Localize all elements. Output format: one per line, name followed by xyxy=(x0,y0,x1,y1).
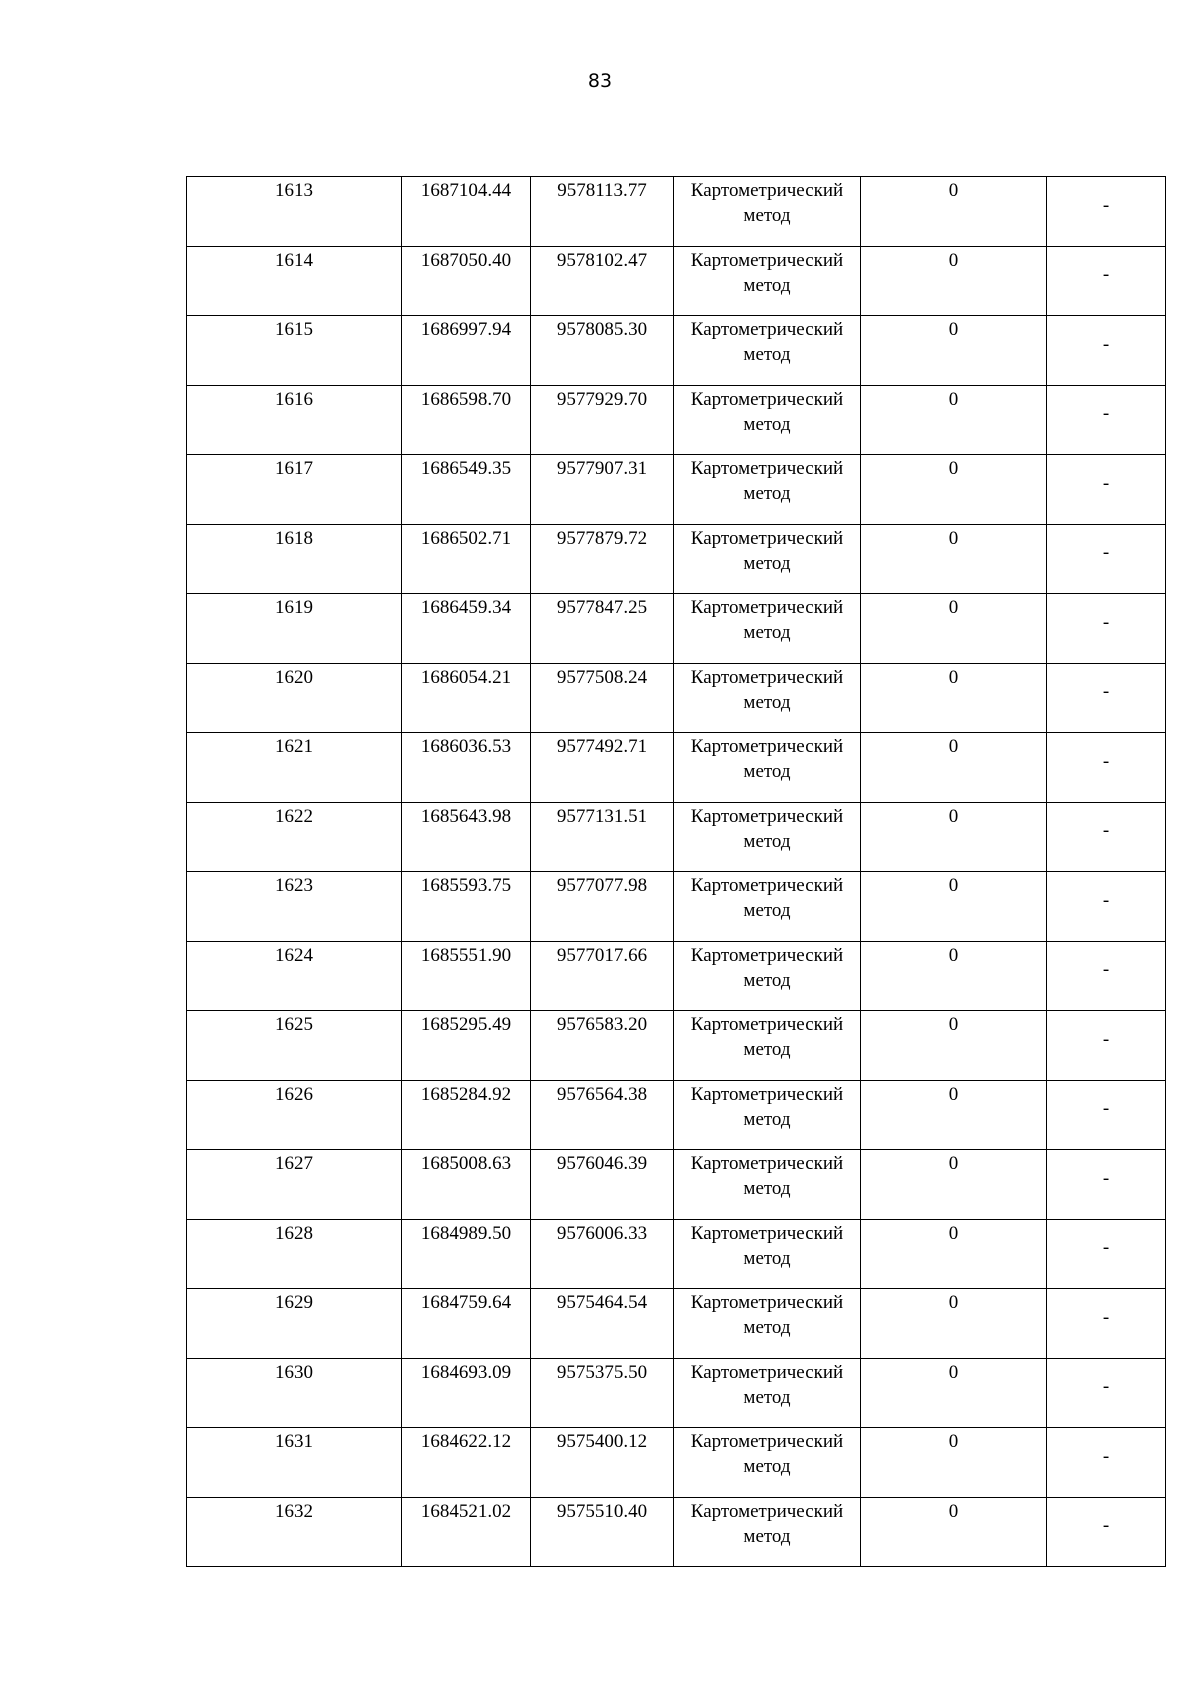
y-coordinate-cell-text: 9577907.31 xyxy=(556,458,648,479)
y-coordinate-cell-text: 9577508.24 xyxy=(556,666,648,688)
method-cell xyxy=(674,177,861,247)
method-cell xyxy=(674,941,861,1011)
x-coordinate-cell xyxy=(402,802,531,872)
table-row xyxy=(187,1497,1166,1567)
y-coordinate-cell xyxy=(531,1219,674,1289)
point-number-cell-text: 1625 xyxy=(275,1014,313,1035)
point-number-cell xyxy=(187,246,402,316)
x-coordinate-cell xyxy=(402,1428,531,1498)
error-value-cell-text: 0 xyxy=(948,1083,959,1105)
method-cell xyxy=(674,733,861,803)
y-coordinate-cell xyxy=(531,802,674,872)
error-value-cell xyxy=(861,594,1047,664)
note-cell xyxy=(1047,246,1166,316)
point-number-cell-text: 1622 xyxy=(275,805,313,827)
point-number-cell-text: 1619 xyxy=(275,597,313,618)
method-cell xyxy=(674,1289,861,1359)
error-value-cell-text: 0 xyxy=(948,1431,959,1452)
method-line-2: метод xyxy=(743,344,791,365)
note-cell xyxy=(1047,802,1166,872)
method-line-2: метод xyxy=(743,483,791,504)
x-coordinate-cell xyxy=(402,1219,531,1289)
error-value-cell xyxy=(861,941,1047,1011)
error-value-cell-text: 0 xyxy=(948,1500,959,1522)
point-number-cell-text: 1613 xyxy=(275,180,313,201)
y-coordinate-cell xyxy=(531,594,674,664)
method-line-2: метод xyxy=(743,691,791,713)
x-coordinate-cell xyxy=(402,941,531,1011)
table-row xyxy=(187,941,1166,1011)
x-coordinate-cell-text: 1686598.70 xyxy=(420,388,512,410)
error-value-cell xyxy=(861,663,1047,733)
point-number-cell xyxy=(187,455,402,525)
x-coordinate-cell xyxy=(402,1011,531,1081)
y-coordinate-cell-text: 9577879.72 xyxy=(556,527,648,549)
error-value-cell xyxy=(861,1219,1047,1289)
note-cell xyxy=(1047,455,1166,525)
method-line-1: Картометрический xyxy=(690,944,844,966)
error-value-cell xyxy=(861,802,1047,872)
point-number-cell xyxy=(187,1428,402,1498)
y-coordinate-cell-text: 9575375.50 xyxy=(556,1361,648,1383)
method-line-1: Картометрический xyxy=(690,875,844,896)
y-coordinate-cell-text: 9577017.66 xyxy=(556,944,648,966)
method-line-1: Картометрический xyxy=(690,180,844,201)
error-value-cell-text: 0 xyxy=(948,180,959,201)
method-line-1: Картометрический xyxy=(690,1083,844,1105)
y-coordinate-cell xyxy=(531,1150,674,1220)
method-cell xyxy=(674,246,861,316)
y-coordinate-cell xyxy=(531,1080,674,1150)
x-coordinate-cell xyxy=(402,594,531,664)
note-cell xyxy=(1047,316,1166,386)
error-value-cell xyxy=(861,1289,1047,1359)
note-cell xyxy=(1047,1080,1166,1150)
y-coordinate-cell-text: 9577131.51 xyxy=(556,805,648,827)
table-row xyxy=(187,524,1166,594)
point-number-cell-text: 1629 xyxy=(275,1292,313,1313)
note-cell xyxy=(1047,733,1166,803)
error-value-cell xyxy=(861,385,1047,455)
y-coordinate-cell-text: 9576046.39 xyxy=(556,1153,648,1174)
y-coordinate-cell xyxy=(531,1011,674,1081)
table-row xyxy=(187,1428,1166,1498)
method-cell xyxy=(674,1497,861,1567)
method-line-2: метод xyxy=(743,900,791,921)
table-row xyxy=(187,246,1166,316)
table-row xyxy=(187,663,1166,733)
error-value-cell-text: 0 xyxy=(948,249,959,271)
x-coordinate-cell-text: 1685593.75 xyxy=(420,875,512,896)
method-cell xyxy=(674,1080,861,1150)
note-cell xyxy=(1047,385,1166,455)
error-value-cell xyxy=(861,177,1047,247)
point-number-cell xyxy=(187,1289,402,1359)
method-line-1: Картометрический xyxy=(690,1153,844,1174)
x-coordinate-cell-text: 1684622.12 xyxy=(420,1431,512,1452)
note-cell-text: - xyxy=(1102,681,1110,703)
x-coordinate-cell-text: 1686549.35 xyxy=(420,458,512,479)
point-number-cell xyxy=(187,316,402,386)
note-cell-text: - xyxy=(1102,1167,1110,1189)
y-coordinate-cell-text: 9577077.98 xyxy=(556,875,648,896)
point-number-cell xyxy=(187,1080,402,1150)
method-cell xyxy=(674,802,861,872)
error-value-cell xyxy=(861,246,1047,316)
point-number-cell xyxy=(187,802,402,872)
note-cell-text: - xyxy=(1102,1306,1110,1328)
method-line-1: Картометрический xyxy=(690,666,844,688)
point-number-cell xyxy=(187,594,402,664)
y-coordinate-cell-text: 9575464.54 xyxy=(556,1292,648,1313)
note-cell xyxy=(1047,1428,1166,1498)
error-value-cell-text: 0 xyxy=(948,458,959,479)
table-row xyxy=(187,1080,1166,1150)
x-coordinate-cell xyxy=(402,872,531,942)
table-row xyxy=(187,802,1166,872)
y-coordinate-cell xyxy=(531,1289,674,1359)
y-coordinate-cell xyxy=(531,246,674,316)
y-coordinate-cell xyxy=(531,1358,674,1428)
point-number-cell xyxy=(187,1219,402,1289)
y-coordinate-cell xyxy=(531,872,674,942)
method-line-2: метод xyxy=(743,1386,791,1408)
note-cell-text: - xyxy=(1102,889,1110,911)
error-value-cell-text: 0 xyxy=(948,736,959,757)
point-number-cell-text: 1627 xyxy=(275,1153,313,1174)
method-line-2: метод xyxy=(743,413,791,435)
y-coordinate-cell-text: 9577847.25 xyxy=(556,597,648,618)
note-cell xyxy=(1047,1289,1166,1359)
point-number-cell xyxy=(187,1358,402,1428)
method-cell xyxy=(674,663,861,733)
method-line-1: Картометрический xyxy=(690,805,844,827)
note-cell-text: - xyxy=(1102,194,1110,216)
method-line-1: Картометрический xyxy=(690,527,844,549)
point-number-cell-text: 1615 xyxy=(275,319,313,340)
error-value-cell xyxy=(861,1080,1047,1150)
coordinates-table xyxy=(186,176,1166,1567)
method-line-2: метод xyxy=(743,1525,791,1547)
table-row xyxy=(187,385,1166,455)
point-number-cell-text: 1617 xyxy=(275,458,313,479)
method-cell xyxy=(674,1428,861,1498)
error-value-cell xyxy=(861,733,1047,803)
error-value-cell xyxy=(861,455,1047,525)
point-number-cell xyxy=(187,733,402,803)
error-value-cell-text: 0 xyxy=(948,527,959,549)
x-coordinate-cell xyxy=(402,385,531,455)
x-coordinate-cell-text: 1685551.90 xyxy=(420,944,512,966)
x-coordinate-cell-text: 1685643.98 xyxy=(420,805,512,827)
method-line-2: метод xyxy=(743,1178,791,1199)
error-value-cell xyxy=(861,524,1047,594)
point-number-cell xyxy=(187,385,402,455)
point-number-cell xyxy=(187,1150,402,1220)
method-line-2: метод xyxy=(743,761,791,782)
x-coordinate-cell-text: 1684693.09 xyxy=(420,1361,512,1383)
method-line-1: Картометрический xyxy=(690,458,844,479)
method-line-2: метод xyxy=(743,1456,791,1477)
x-coordinate-cell xyxy=(402,316,531,386)
note-cell xyxy=(1047,594,1166,664)
x-coordinate-cell-text: 1685295.49 xyxy=(420,1014,512,1035)
method-line-2: метод xyxy=(743,274,791,296)
x-coordinate-cell xyxy=(402,524,531,594)
table-row xyxy=(187,177,1166,247)
method-line-1: Картометрический xyxy=(690,249,844,271)
note-cell-text: - xyxy=(1102,959,1110,981)
x-coordinate-cell-text: 1686036.53 xyxy=(420,736,512,757)
y-coordinate-cell-text: 9578102.47 xyxy=(556,249,648,271)
error-value-cell-text: 0 xyxy=(948,1153,959,1174)
x-coordinate-cell xyxy=(402,663,531,733)
y-coordinate-cell xyxy=(531,177,674,247)
point-number-cell-text: 1618 xyxy=(275,527,313,549)
error-value-cell xyxy=(861,1358,1047,1428)
y-coordinate-cell-text: 9578085.30 xyxy=(556,319,648,340)
method-cell xyxy=(674,1011,861,1081)
method-line-1: Картометрический xyxy=(690,736,844,757)
error-value-cell-text: 0 xyxy=(948,597,959,618)
error-value-cell xyxy=(861,1011,1047,1081)
x-coordinate-cell-text: 1687104.44 xyxy=(420,180,512,201)
x-coordinate-cell xyxy=(402,1289,531,1359)
point-number-cell-text: 1621 xyxy=(275,736,313,757)
y-coordinate-cell-text: 9576006.33 xyxy=(556,1222,648,1244)
point-number-cell-text: 1631 xyxy=(275,1431,313,1452)
note-cell-text: - xyxy=(1102,1028,1110,1050)
coordinates-table-body xyxy=(187,177,1166,1567)
note-cell xyxy=(1047,1358,1166,1428)
method-line-2: метод xyxy=(743,1247,791,1269)
y-coordinate-cell-text: 9576564.38 xyxy=(556,1083,648,1105)
y-coordinate-cell xyxy=(531,385,674,455)
table-row xyxy=(187,1011,1166,1081)
table-row xyxy=(187,594,1166,664)
table-row xyxy=(187,1150,1166,1220)
method-line-2: метод xyxy=(743,830,791,852)
y-coordinate-cell xyxy=(531,1428,674,1498)
method-line-1: Картометрический xyxy=(690,1361,844,1383)
x-coordinate-cell-text: 1684521.02 xyxy=(420,1500,512,1522)
y-coordinate-cell xyxy=(531,733,674,803)
x-coordinate-cell xyxy=(402,1080,531,1150)
x-coordinate-cell xyxy=(402,246,531,316)
y-coordinate-cell-text: 9576583.20 xyxy=(556,1014,648,1035)
x-coordinate-cell xyxy=(402,1150,531,1220)
note-cell xyxy=(1047,663,1166,733)
method-cell xyxy=(674,1358,861,1428)
y-coordinate-cell-text: 9577492.71 xyxy=(556,736,648,757)
table-row xyxy=(187,316,1166,386)
y-coordinate-cell xyxy=(531,1497,674,1567)
note-cell xyxy=(1047,941,1166,1011)
y-coordinate-cell xyxy=(531,663,674,733)
point-number-cell-text: 1628 xyxy=(275,1222,313,1244)
note-cell-text: - xyxy=(1102,820,1110,842)
x-coordinate-cell-text: 1686997.94 xyxy=(420,319,512,340)
table-row xyxy=(187,872,1166,942)
method-line-1: Картометрический xyxy=(690,388,844,410)
note-cell-text: - xyxy=(1102,1515,1110,1537)
method-line-2: метод xyxy=(743,1039,791,1060)
table-row xyxy=(187,455,1166,525)
point-number-cell-text: 1624 xyxy=(275,944,313,966)
error-value-cell-text: 0 xyxy=(948,1361,959,1383)
method-cell xyxy=(674,872,861,942)
x-coordinate-cell-text: 1685008.63 xyxy=(420,1153,512,1174)
point-number-cell xyxy=(187,1011,402,1081)
method-cell xyxy=(674,524,861,594)
point-number-cell-text: 1626 xyxy=(275,1083,313,1105)
x-coordinate-cell xyxy=(402,733,531,803)
x-coordinate-cell xyxy=(402,177,531,247)
method-line-1: Картометрический xyxy=(690,1222,844,1244)
point-number-cell xyxy=(187,872,402,942)
point-number-cell xyxy=(187,524,402,594)
x-coordinate-cell-text: 1687050.40 xyxy=(420,249,512,271)
method-line-2: метод xyxy=(743,969,791,991)
note-cell xyxy=(1047,1150,1166,1220)
method-cell xyxy=(674,594,861,664)
note-cell-text: - xyxy=(1102,472,1110,494)
error-value-cell-text: 0 xyxy=(948,875,959,896)
note-cell-text: - xyxy=(1102,264,1110,286)
method-line-2: метод xyxy=(743,1317,791,1338)
y-coordinate-cell xyxy=(531,455,674,525)
error-value-cell xyxy=(861,1428,1047,1498)
error-value-cell-text: 0 xyxy=(948,944,959,966)
y-coordinate-cell-text: 9575510.40 xyxy=(556,1500,648,1522)
table-row xyxy=(187,1358,1166,1428)
point-number-cell-text: 1616 xyxy=(275,388,313,410)
y-coordinate-cell-text: 9575400.12 xyxy=(556,1431,648,1452)
point-number-cell-text: 1632 xyxy=(275,1500,313,1522)
method-line-1: Картометрический xyxy=(690,1500,844,1522)
method-cell xyxy=(674,1150,861,1220)
note-cell-text: - xyxy=(1102,1098,1110,1120)
error-value-cell-text: 0 xyxy=(948,1222,959,1244)
note-cell-text: - xyxy=(1102,1237,1110,1259)
point-number-cell xyxy=(187,1497,402,1567)
error-value-cell-text: 0 xyxy=(948,319,959,340)
note-cell-text: - xyxy=(1102,750,1110,772)
x-coordinate-cell xyxy=(402,1358,531,1428)
note-cell-text: - xyxy=(1102,403,1110,425)
error-value-cell xyxy=(861,872,1047,942)
table-row xyxy=(187,1289,1166,1359)
method-line-1: Картометрический xyxy=(690,597,844,618)
method-line-2: метод xyxy=(743,205,791,226)
point-number-cell xyxy=(187,941,402,1011)
method-cell xyxy=(674,385,861,455)
y-coordinate-cell xyxy=(531,941,674,1011)
error-value-cell-text: 0 xyxy=(948,1014,959,1035)
error-value-cell-text: 0 xyxy=(948,1292,959,1313)
method-line-2: метод xyxy=(743,1108,791,1130)
method-line-1: Картометрический xyxy=(690,319,844,340)
method-cell xyxy=(674,455,861,525)
y-coordinate-cell xyxy=(531,524,674,594)
method-line-1: Картометрический xyxy=(690,1431,844,1452)
y-coordinate-cell-text: 9577929.70 xyxy=(556,388,648,410)
table-row xyxy=(187,733,1166,803)
x-coordinate-cell-text: 1686054.21 xyxy=(420,666,512,688)
point-number-cell-text: 1630 xyxy=(275,1361,313,1383)
error-value-cell-text: 0 xyxy=(948,805,959,827)
note-cell-text: - xyxy=(1102,1376,1110,1398)
note-cell xyxy=(1047,177,1166,247)
method-line-1: Картометрический xyxy=(690,1292,844,1313)
point-number-cell-text: 1620 xyxy=(275,666,313,688)
note-cell xyxy=(1047,1497,1166,1567)
x-coordinate-cell-text: 1684759.64 xyxy=(420,1292,512,1313)
method-line-2: метод xyxy=(743,622,791,643)
note-cell xyxy=(1047,872,1166,942)
point-number-cell-text: 1623 xyxy=(275,875,313,896)
x-coordinate-cell xyxy=(402,455,531,525)
x-coordinate-cell-text: 1686459.34 xyxy=(420,597,512,618)
table-row xyxy=(187,1219,1166,1289)
point-number-cell-text: 1614 xyxy=(275,249,313,271)
note-cell xyxy=(1047,1219,1166,1289)
y-coordinate-cell-text: 9578113.77 xyxy=(557,180,647,201)
note-cell-text: - xyxy=(1102,333,1110,355)
x-coordinate-cell-text: 1684989.50 xyxy=(420,1222,512,1244)
error-value-cell-text: 0 xyxy=(948,666,959,688)
error-value-cell xyxy=(861,1497,1047,1567)
y-coordinate-cell xyxy=(531,316,674,386)
x-coordinate-cell-text: 1685284.92 xyxy=(420,1083,512,1105)
method-cell xyxy=(674,1219,861,1289)
point-number-cell xyxy=(187,177,402,247)
note-cell xyxy=(1047,524,1166,594)
note-cell xyxy=(1047,1011,1166,1081)
method-line-2: метод xyxy=(743,552,791,574)
error-value-cell-text: 0 xyxy=(948,388,959,410)
note-cell-text: - xyxy=(1102,1445,1110,1467)
note-cell-text: - xyxy=(1102,542,1110,564)
error-value-cell xyxy=(861,316,1047,386)
point-number-cell xyxy=(187,663,402,733)
x-coordinate-cell-text: 1686502.71 xyxy=(420,527,512,549)
method-line-1: Картометрический xyxy=(690,1014,844,1035)
note-cell-text: - xyxy=(1102,611,1110,633)
x-coordinate-cell xyxy=(402,1497,531,1567)
method-cell xyxy=(674,316,861,386)
error-value-cell xyxy=(861,1150,1047,1220)
page-number: 83 xyxy=(587,70,613,92)
